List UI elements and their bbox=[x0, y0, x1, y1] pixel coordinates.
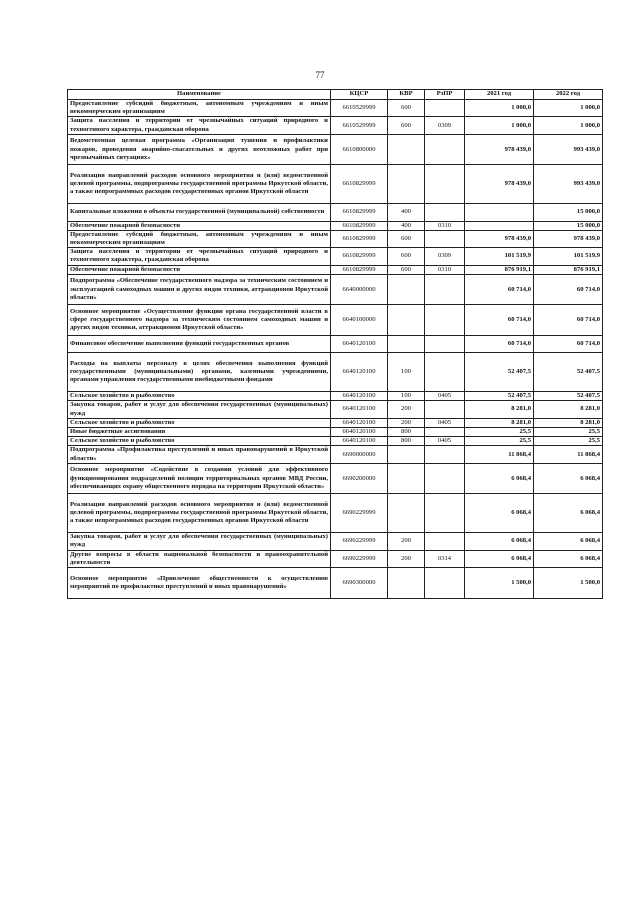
table-body bbox=[68, 100, 603, 599]
row-amount-2022: 1 000,0 bbox=[534, 117, 603, 134]
table-row bbox=[68, 401, 603, 418]
table-row bbox=[68, 437, 603, 446]
row-name: Расходы на выплаты персоналу в целях обеспечения выполнения функций государственными (муниципальными) органами, казенными учреждениями, органами управления государственными внебюджетными фондами bbox=[68, 353, 331, 392]
row-kcsr: 6610829999 bbox=[331, 230, 388, 247]
table-row bbox=[68, 165, 603, 204]
row-kcsr: 6690300000 bbox=[331, 568, 388, 599]
row-rzpr bbox=[425, 446, 465, 463]
row-rzpr: 0309 bbox=[425, 117, 465, 134]
header-kcsr: КЦСР bbox=[331, 90, 388, 100]
row-amount-2021: 8 281,0 bbox=[465, 401, 534, 418]
row-name: Капитальные вложения в объекты государственной (муниципальной) собственности bbox=[68, 204, 331, 221]
row-rzpr bbox=[425, 463, 465, 494]
row-kcsr: 6640120100 bbox=[331, 437, 388, 446]
row-kvr bbox=[388, 305, 425, 336]
table-row bbox=[68, 533, 603, 550]
table-row bbox=[68, 230, 603, 247]
row-rzpr bbox=[425, 100, 465, 117]
row-kcsr: 6610829999 bbox=[331, 248, 388, 265]
row-amount-2022: 6 068,4 bbox=[534, 494, 603, 533]
row-name: Закупка товаров, работ и услуг для обеспечения государственных (муниципальных) нужд bbox=[68, 533, 331, 550]
row-rzpr: 0310 bbox=[425, 265, 465, 274]
table-row bbox=[68, 204, 603, 221]
row-name: Защита населения и территории от чрезвычайных ситуаций природного и техногенного характера, гражданская оборона bbox=[68, 248, 331, 265]
table-row bbox=[68, 494, 603, 533]
row-amount-2022: 978 439,0 bbox=[534, 230, 603, 247]
row-amount-2022: 11 868,4 bbox=[534, 446, 603, 463]
row-kcsr: 6610529999 bbox=[331, 117, 388, 134]
row-name: Финансовое обеспечение выполнения функций государственных органов bbox=[68, 336, 331, 353]
row-rzpr bbox=[425, 305, 465, 336]
row-amount-2022: 60 714,0 bbox=[534, 336, 603, 353]
budget-table bbox=[67, 89, 603, 599]
row-rzpr: 0405 bbox=[425, 392, 465, 401]
table-row bbox=[68, 274, 603, 305]
row-kvr bbox=[388, 134, 425, 165]
header-name: Наименование bbox=[68, 90, 331, 100]
header-kvr: КВР bbox=[388, 90, 425, 100]
row-amount-2021: 25,5 bbox=[465, 437, 534, 446]
row-amount-2022: 876 919,1 bbox=[534, 265, 603, 274]
row-rzpr bbox=[425, 165, 465, 204]
row-amount-2021: 60 714,0 bbox=[465, 305, 534, 336]
row-name: Сельское хозяйство и рыболовство bbox=[68, 392, 331, 401]
row-amount-2022: 52 407,5 bbox=[534, 353, 603, 392]
row-amount-2021: 101 519,9 bbox=[465, 248, 534, 265]
row-rzpr bbox=[425, 428, 465, 437]
row-kvr: 200 bbox=[388, 401, 425, 418]
row-rzpr bbox=[425, 230, 465, 247]
table-row bbox=[68, 117, 603, 134]
row-amount-2022: 60 714,0 bbox=[534, 274, 603, 305]
row-kcsr: 6640120100 bbox=[331, 401, 388, 418]
table-row bbox=[68, 418, 603, 427]
row-name: Основное мероприятие «Содействие в создании условий для эффективного функционирования подразделений полиции территориальных органов МВД России, обеспечивающих охрану общественного порядка на территории Иркутской области» bbox=[68, 463, 331, 494]
row-kvr: 400 bbox=[388, 221, 425, 230]
row-amount-2021: 1 500,0 bbox=[465, 568, 534, 599]
row-rzpr: 0405 bbox=[425, 418, 465, 427]
row-kvr: 800 bbox=[388, 437, 425, 446]
row-name: Реализация направлений расходов основного мероприятия и (или) ведомственной целевой программы, подпрограммы государственной программы Иркутской области, а также непрограммных расходов государственных органов Иркутской области bbox=[68, 165, 331, 204]
row-amount-2021: 25,5 bbox=[465, 428, 534, 437]
row-kvr bbox=[388, 165, 425, 204]
row-name: Предоставление субсидий бюджетным, автономным учреждениям и иным некоммерческим организациям bbox=[68, 100, 331, 117]
row-amount-2022: 101 519,9 bbox=[534, 248, 603, 265]
row-name: Иные бюджетные ассигнования bbox=[68, 428, 331, 437]
row-kcsr: 6640120100 bbox=[331, 428, 388, 437]
table-row bbox=[68, 353, 603, 392]
row-kcsr: 6610829999 bbox=[331, 221, 388, 230]
row-rzpr: 0405 bbox=[425, 437, 465, 446]
row-amount-2022: 6 068,4 bbox=[534, 550, 603, 567]
table-row bbox=[68, 221, 603, 230]
row-kvr: 100 bbox=[388, 392, 425, 401]
row-kvr bbox=[388, 463, 425, 494]
row-amount-2021: 978 439,0 bbox=[465, 134, 534, 165]
row-rzpr: 0314 bbox=[425, 550, 465, 567]
row-amount-2021: 8 281,0 bbox=[465, 418, 534, 427]
row-name: Обеспечение пожарной безопасности bbox=[68, 265, 331, 274]
row-kcsr: 6640120100 bbox=[331, 418, 388, 427]
row-kcsr: 6640000000 bbox=[331, 274, 388, 305]
row-kvr bbox=[388, 336, 425, 353]
row-kcsr: 6690000000 bbox=[331, 446, 388, 463]
row-kvr: 600 bbox=[388, 248, 425, 265]
table-row bbox=[68, 100, 603, 117]
header-year-2022: 2022 год bbox=[534, 90, 603, 100]
row-name: Ведомственная целевая программа «Организация тушения и профилактики пожаров, проведения аварийно-спасательных и других неотложных работ при чрезвычайных ситуациях» bbox=[68, 134, 331, 165]
row-name: Сельское хозяйство и рыболовство bbox=[68, 418, 331, 427]
row-kcsr: 6610529999 bbox=[331, 100, 388, 117]
row-amount-2022: 52 407,5 bbox=[534, 392, 603, 401]
table-row bbox=[68, 305, 603, 336]
row-amount-2022: 15 000,0 bbox=[534, 221, 603, 230]
row-kcsr: 6640120100 bbox=[331, 392, 388, 401]
row-kcsr: 6640120100 bbox=[331, 336, 388, 353]
row-kcsr: 6690200000 bbox=[331, 463, 388, 494]
row-rzpr bbox=[425, 568, 465, 599]
row-rzpr bbox=[425, 533, 465, 550]
row-amount-2021: 60 714,0 bbox=[465, 336, 534, 353]
row-kvr: 600 bbox=[388, 230, 425, 247]
row-kvr: 800 bbox=[388, 428, 425, 437]
row-amount-2022: 993 439,0 bbox=[534, 165, 603, 204]
row-kvr bbox=[388, 446, 425, 463]
row-kvr bbox=[388, 274, 425, 305]
row-rzpr bbox=[425, 494, 465, 533]
row-name: Основное мероприятие «Привлечение общественности к осуществлению мероприятий по профилактике преступлений и иных правонарушений» bbox=[68, 568, 331, 599]
row-rzpr bbox=[425, 353, 465, 392]
row-kcsr: 6610829999 bbox=[331, 165, 388, 204]
row-amount-2022: 1 500,0 bbox=[534, 568, 603, 599]
row-name: Закупка товаров, работ и услуг для обеспечения государственных (муниципальных) нужд bbox=[68, 401, 331, 418]
row-kcsr: 6690229999 bbox=[331, 533, 388, 550]
row-kcsr: 6690229999 bbox=[331, 494, 388, 533]
table-row bbox=[68, 550, 603, 567]
page-number: 77 bbox=[315, 70, 325, 80]
table-row bbox=[68, 134, 603, 165]
row-amount-2022: 15 000,0 bbox=[534, 204, 603, 221]
row-name: Другие вопросы в области национальной безопасности и правоохранительной деятельности bbox=[68, 550, 331, 567]
table-row bbox=[68, 568, 603, 599]
row-rzpr bbox=[425, 274, 465, 305]
row-kvr bbox=[388, 568, 425, 599]
row-amount-2022: 993 439,0 bbox=[534, 134, 603, 165]
row-rzpr: 0309 bbox=[425, 248, 465, 265]
row-name: Защита населения и территории от чрезвычайных ситуаций природного и техногенного характера, гражданская оборона bbox=[68, 117, 331, 134]
row-amount-2021: 978 439,0 bbox=[465, 165, 534, 204]
table-row bbox=[68, 392, 603, 401]
row-name: Подпрограмма «Обеспечение государственного надзора за техническим состоянием и эксплуатацией самоходных машин и других видов техники, аттракционов Иркутской области» bbox=[68, 274, 331, 305]
row-kvr bbox=[388, 494, 425, 533]
row-kvr: 100 bbox=[388, 353, 425, 392]
row-name: Подпрограмма «Профилактика преступлений и иных правонарушений в Иркутской области» bbox=[68, 446, 331, 463]
row-amount-2021: 1 000,0 bbox=[465, 100, 534, 117]
row-name: Обеспечение пожарной безопасности bbox=[68, 221, 331, 230]
row-kvr: 200 bbox=[388, 533, 425, 550]
row-amount-2021: 6 068,4 bbox=[465, 533, 534, 550]
row-kvr: 200 bbox=[388, 550, 425, 567]
row-amount-2022: 6 068,4 bbox=[534, 463, 603, 494]
row-amount-2022: 8 281,0 bbox=[534, 401, 603, 418]
row-amount-2021: 11 868,4 bbox=[465, 446, 534, 463]
table-row bbox=[68, 428, 603, 437]
row-name: Реализация направлений расходов основного мероприятия и (или) ведомственной целевой программы, подпрограммы государственной программы Иркутской области, а также непрограммных расходов государственных органов Иркутской области bbox=[68, 494, 331, 533]
row-amount-2022: 25,5 bbox=[534, 437, 603, 446]
row-rzpr bbox=[425, 204, 465, 221]
table-row bbox=[68, 336, 603, 353]
table-row bbox=[68, 265, 603, 274]
row-name: Основное мероприятие «Осуществление функции органа государственной власти в сфере государственного надзора за техническим состоянием самоходных машин и других видов техники, аттракционов Иркутской области» bbox=[68, 305, 331, 336]
row-name: Предоставление субсидий бюджетным, автономным учреждениям и иным некоммерческим организациям bbox=[68, 230, 331, 247]
row-amount-2021 bbox=[465, 221, 534, 230]
row-amount-2021: 52 407,5 bbox=[465, 353, 534, 392]
row-amount-2021: 978 439,0 bbox=[465, 230, 534, 247]
row-kvr: 600 bbox=[388, 265, 425, 274]
row-amount-2021: 6 068,4 bbox=[465, 494, 534, 533]
row-rzpr bbox=[425, 336, 465, 353]
row-kcsr: 6610800000 bbox=[331, 134, 388, 165]
row-amount-2022: 25,5 bbox=[534, 428, 603, 437]
row-kcsr: 6610829999 bbox=[331, 204, 388, 221]
row-kcsr: 6640100000 bbox=[331, 305, 388, 336]
row-rzpr bbox=[425, 134, 465, 165]
row-amount-2022: 60 714,0 bbox=[534, 305, 603, 336]
row-amount-2021: 876 919,1 bbox=[465, 265, 534, 274]
row-amount-2022: 8 281,0 bbox=[534, 418, 603, 427]
row-rzpr: 0310 bbox=[425, 221, 465, 230]
header-rzpr: РзПР bbox=[425, 90, 465, 100]
row-amount-2021: 6 068,4 bbox=[465, 550, 534, 567]
row-kvr: 400 bbox=[388, 204, 425, 221]
table-row bbox=[68, 248, 603, 265]
row-amount-2021: 1 000,0 bbox=[465, 117, 534, 134]
row-rzpr bbox=[425, 401, 465, 418]
row-amount-2021 bbox=[465, 204, 534, 221]
row-amount-2021: 6 068,4 bbox=[465, 463, 534, 494]
row-kcsr: 6690229999 bbox=[331, 550, 388, 567]
header-year-2021: 2021 год bbox=[465, 90, 534, 100]
row-kcsr: 6610829999 bbox=[331, 265, 388, 274]
row-name: Сельское хозяйство и рыболовство bbox=[68, 437, 331, 446]
table-header-row bbox=[68, 90, 603, 100]
row-kvr: 600 bbox=[388, 100, 425, 117]
row-kvr: 600 bbox=[388, 117, 425, 134]
row-amount-2022: 1 000,0 bbox=[534, 100, 603, 117]
row-amount-2021: 60 714,0 bbox=[465, 274, 534, 305]
row-kcsr: 6640120100 bbox=[331, 353, 388, 392]
table-row bbox=[68, 463, 603, 494]
row-amount-2022: 6 068,4 bbox=[534, 533, 603, 550]
row-kvr: 200 bbox=[388, 418, 425, 427]
row-amount-2021: 52 407,5 bbox=[465, 392, 534, 401]
table-row bbox=[68, 446, 603, 463]
